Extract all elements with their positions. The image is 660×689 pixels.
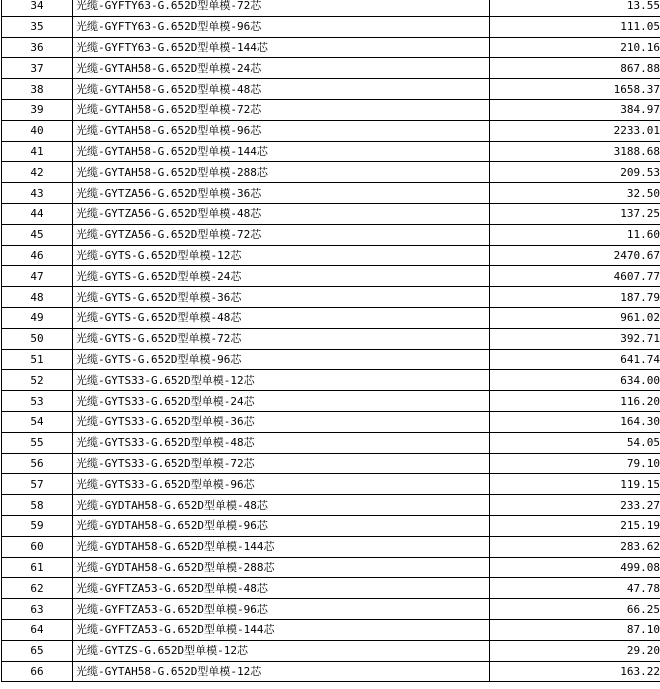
table-row [2,495,660,516]
quantity-value-cell: 54.05 [490,432,660,453]
table-row [2,183,660,204]
cable-name-cell: 光缆-GYTZA56-G.652D型单模-72芯 [73,224,490,245]
cable-name-cell: 光缆-GYDTAH58-G.652D型单模-48芯 [73,495,490,516]
row-number-cell: 54 [2,411,73,432]
cable-name-cell: 光缆-GYFTY63-G.652D型单模-144芯 [73,37,490,58]
row-number-cell: 63 [2,599,73,620]
table-row [2,599,660,620]
table-row [2,224,660,245]
row-number-cell: 45 [2,224,73,245]
cable-name-cell: 光缆-GYTS-G.652D型单模-24芯 [73,266,490,287]
cable-name-cell: 光缆-GYTS-G.652D型单模-96芯 [73,349,490,370]
table-row [2,266,660,287]
quantity-value-cell: 13.55 [490,0,660,16]
quantity-value-cell: 2233.01 [490,120,660,141]
quantity-value-cell: 87.10 [490,619,660,640]
table-row [2,307,660,328]
cable-name-cell: 光缆-GYFTZA53-G.652D型单模-96芯 [73,599,490,620]
row-number-cell: 47 [2,266,73,287]
quantity-value-cell: 3188.68 [490,141,660,162]
table-row [2,661,660,682]
cable-name-cell: 光缆-GYDTAH58-G.652D型单模-144芯 [73,536,490,557]
cable-table-body [2,0,660,682]
quantity-value-cell: 187.79 [490,287,660,308]
cable-name-cell: 光缆-GYTS-G.652D型单模-48芯 [73,307,490,328]
quantity-value-cell: 2470.67 [490,245,660,266]
table-row [2,391,660,412]
row-number-cell: 59 [2,515,73,536]
table-row [2,536,660,557]
row-number-cell: 34 [2,0,73,16]
cable-name-cell: 光缆-GYTS33-G.652D型单模-36芯 [73,411,490,432]
cable-name-cell: 光缆-GYTAH58-G.652D型单模-48芯 [73,79,490,100]
table-row [2,141,660,162]
quantity-value-cell: 137.25 [490,203,660,224]
row-number-cell: 65 [2,640,73,661]
table-row [2,37,660,58]
table-row [2,578,660,599]
quantity-value-cell: 634.00 [490,370,660,391]
row-number-cell: 56 [2,453,73,474]
row-number-cell: 37 [2,58,73,79]
cable-name-cell: 光缆-GYFTZA53-G.652D型单模-144芯 [73,619,490,640]
table-row [2,349,660,370]
quantity-value-cell: 116.20 [490,391,660,412]
quantity-value-cell: 29.20 [490,640,660,661]
quantity-value-cell: 209.53 [490,162,660,183]
table-row [2,58,660,79]
cable-name-cell: 光缆-GYFTY63-G.652D型单模-72芯 [73,0,490,16]
row-number-cell: 62 [2,578,73,599]
quantity-value-cell: 283.62 [490,536,660,557]
cable-name-cell: 光缆-GYTS33-G.652D型单模-24芯 [73,391,490,412]
table-row [2,245,660,266]
quantity-value-cell: 11.60 [490,224,660,245]
table-row [2,453,660,474]
quantity-value-cell: 392.71 [490,328,660,349]
cable-name-cell: 光缆-GYTS33-G.652D型单模-96芯 [73,474,490,495]
row-number-cell: 64 [2,619,73,640]
row-number-cell: 52 [2,370,73,391]
table-row [2,432,660,453]
row-number-cell: 61 [2,557,73,578]
table-row [2,0,660,16]
row-number-cell: 49 [2,307,73,328]
quantity-value-cell: 79.10 [490,453,660,474]
table-row [2,328,660,349]
table-row [2,640,660,661]
row-number-cell: 36 [2,37,73,58]
row-number-cell: 48 [2,287,73,308]
table-row [2,287,660,308]
cable-name-cell: 光缆-GYTAH58-G.652D型单模-288芯 [73,162,490,183]
quantity-value-cell: 499.08 [490,557,660,578]
cable-name-cell: 光缆-GYTZA56-G.652D型单模-36芯 [73,183,490,204]
cable-name-cell: 光缆-GYTS-G.652D型单模-72芯 [73,328,490,349]
quantity-value-cell: 119.15 [490,474,660,495]
quantity-value-cell: 210.16 [490,37,660,58]
table-row [2,557,660,578]
cable-name-cell: 光缆-GYTS-G.652D型单模-12芯 [73,245,490,266]
table-row [2,203,660,224]
quantity-value-cell: 1658.37 [490,79,660,100]
quantity-value-cell: 164.30 [490,411,660,432]
row-number-cell: 51 [2,349,73,370]
row-number-cell: 55 [2,432,73,453]
cable-name-cell: 光缆-GYTS33-G.652D型单模-12芯 [73,370,490,391]
cable-name-cell: 光缆-GYTAH58-G.652D型单模-72芯 [73,99,490,120]
cable-name-cell: 光缆-GYTS-G.652D型单模-36芯 [73,287,490,308]
table-row [2,16,660,37]
cable-name-cell: 光缆-GYTAH58-G.652D型单模-24芯 [73,58,490,79]
row-number-cell: 41 [2,141,73,162]
table-row [2,79,660,100]
cable-name-cell: 光缆-GYFTY63-G.652D型单模-96芯 [73,16,490,37]
cable-name-cell: 光缆-GYDTAH58-G.652D型单模-288芯 [73,557,490,578]
cable-table [1,0,660,682]
quantity-value-cell: 4607.77 [490,266,660,287]
quantity-value-cell: 66.25 [490,599,660,620]
row-number-cell: 58 [2,495,73,516]
cable-name-cell: 光缆-GYFTZA53-G.652D型单模-48芯 [73,578,490,599]
cable-name-cell: 光缆-GYDTAH58-G.652D型单模-96芯 [73,515,490,536]
cable-name-cell: 光缆-GYTZA56-G.652D型单模-48芯 [73,203,490,224]
row-number-cell: 53 [2,391,73,412]
quantity-value-cell: 867.88 [490,58,660,79]
row-number-cell: 46 [2,245,73,266]
table-row [2,162,660,183]
row-number-cell: 39 [2,99,73,120]
table-row [2,515,660,536]
quantity-value-cell: 215.19 [490,515,660,536]
row-number-cell: 66 [2,661,73,682]
row-number-cell: 57 [2,474,73,495]
cable-name-cell: 光缆-GYTAH58-G.652D型单模-144芯 [73,141,490,162]
table-row [2,370,660,391]
quantity-value-cell: 233.27 [490,495,660,516]
quantity-value-cell: 384.97 [490,99,660,120]
row-number-cell: 35 [2,16,73,37]
table-row [2,120,660,141]
row-number-cell: 50 [2,328,73,349]
table-row [2,474,660,495]
row-number-cell: 42 [2,162,73,183]
table-row [2,99,660,120]
quantity-value-cell: 111.05 [490,16,660,37]
row-number-cell: 43 [2,183,73,204]
quantity-value-cell: 163.22 [490,661,660,682]
quantity-value-cell: 961.02 [490,307,660,328]
cable-name-cell: 光缆-GYTAH58-G.652D型单模-96芯 [73,120,490,141]
table-row [2,619,660,640]
quantity-value-cell: 641.74 [490,349,660,370]
table-row [2,411,660,432]
cable-name-cell: 光缆-GYTAH58-G.652D型单模-12芯 [73,661,490,682]
cable-name-cell: 光缆-GYTZS-G.652D型单模-12芯 [73,640,490,661]
row-number-cell: 44 [2,203,73,224]
cable-name-cell: 光缆-GYTS33-G.652D型单模-72芯 [73,453,490,474]
cable-name-cell: 光缆-GYTS33-G.652D型单模-48芯 [73,432,490,453]
quantity-value-cell: 47.78 [490,578,660,599]
row-number-cell: 38 [2,79,73,100]
quantity-value-cell: 32.50 [490,183,660,204]
row-number-cell: 40 [2,120,73,141]
row-number-cell: 60 [2,536,73,557]
